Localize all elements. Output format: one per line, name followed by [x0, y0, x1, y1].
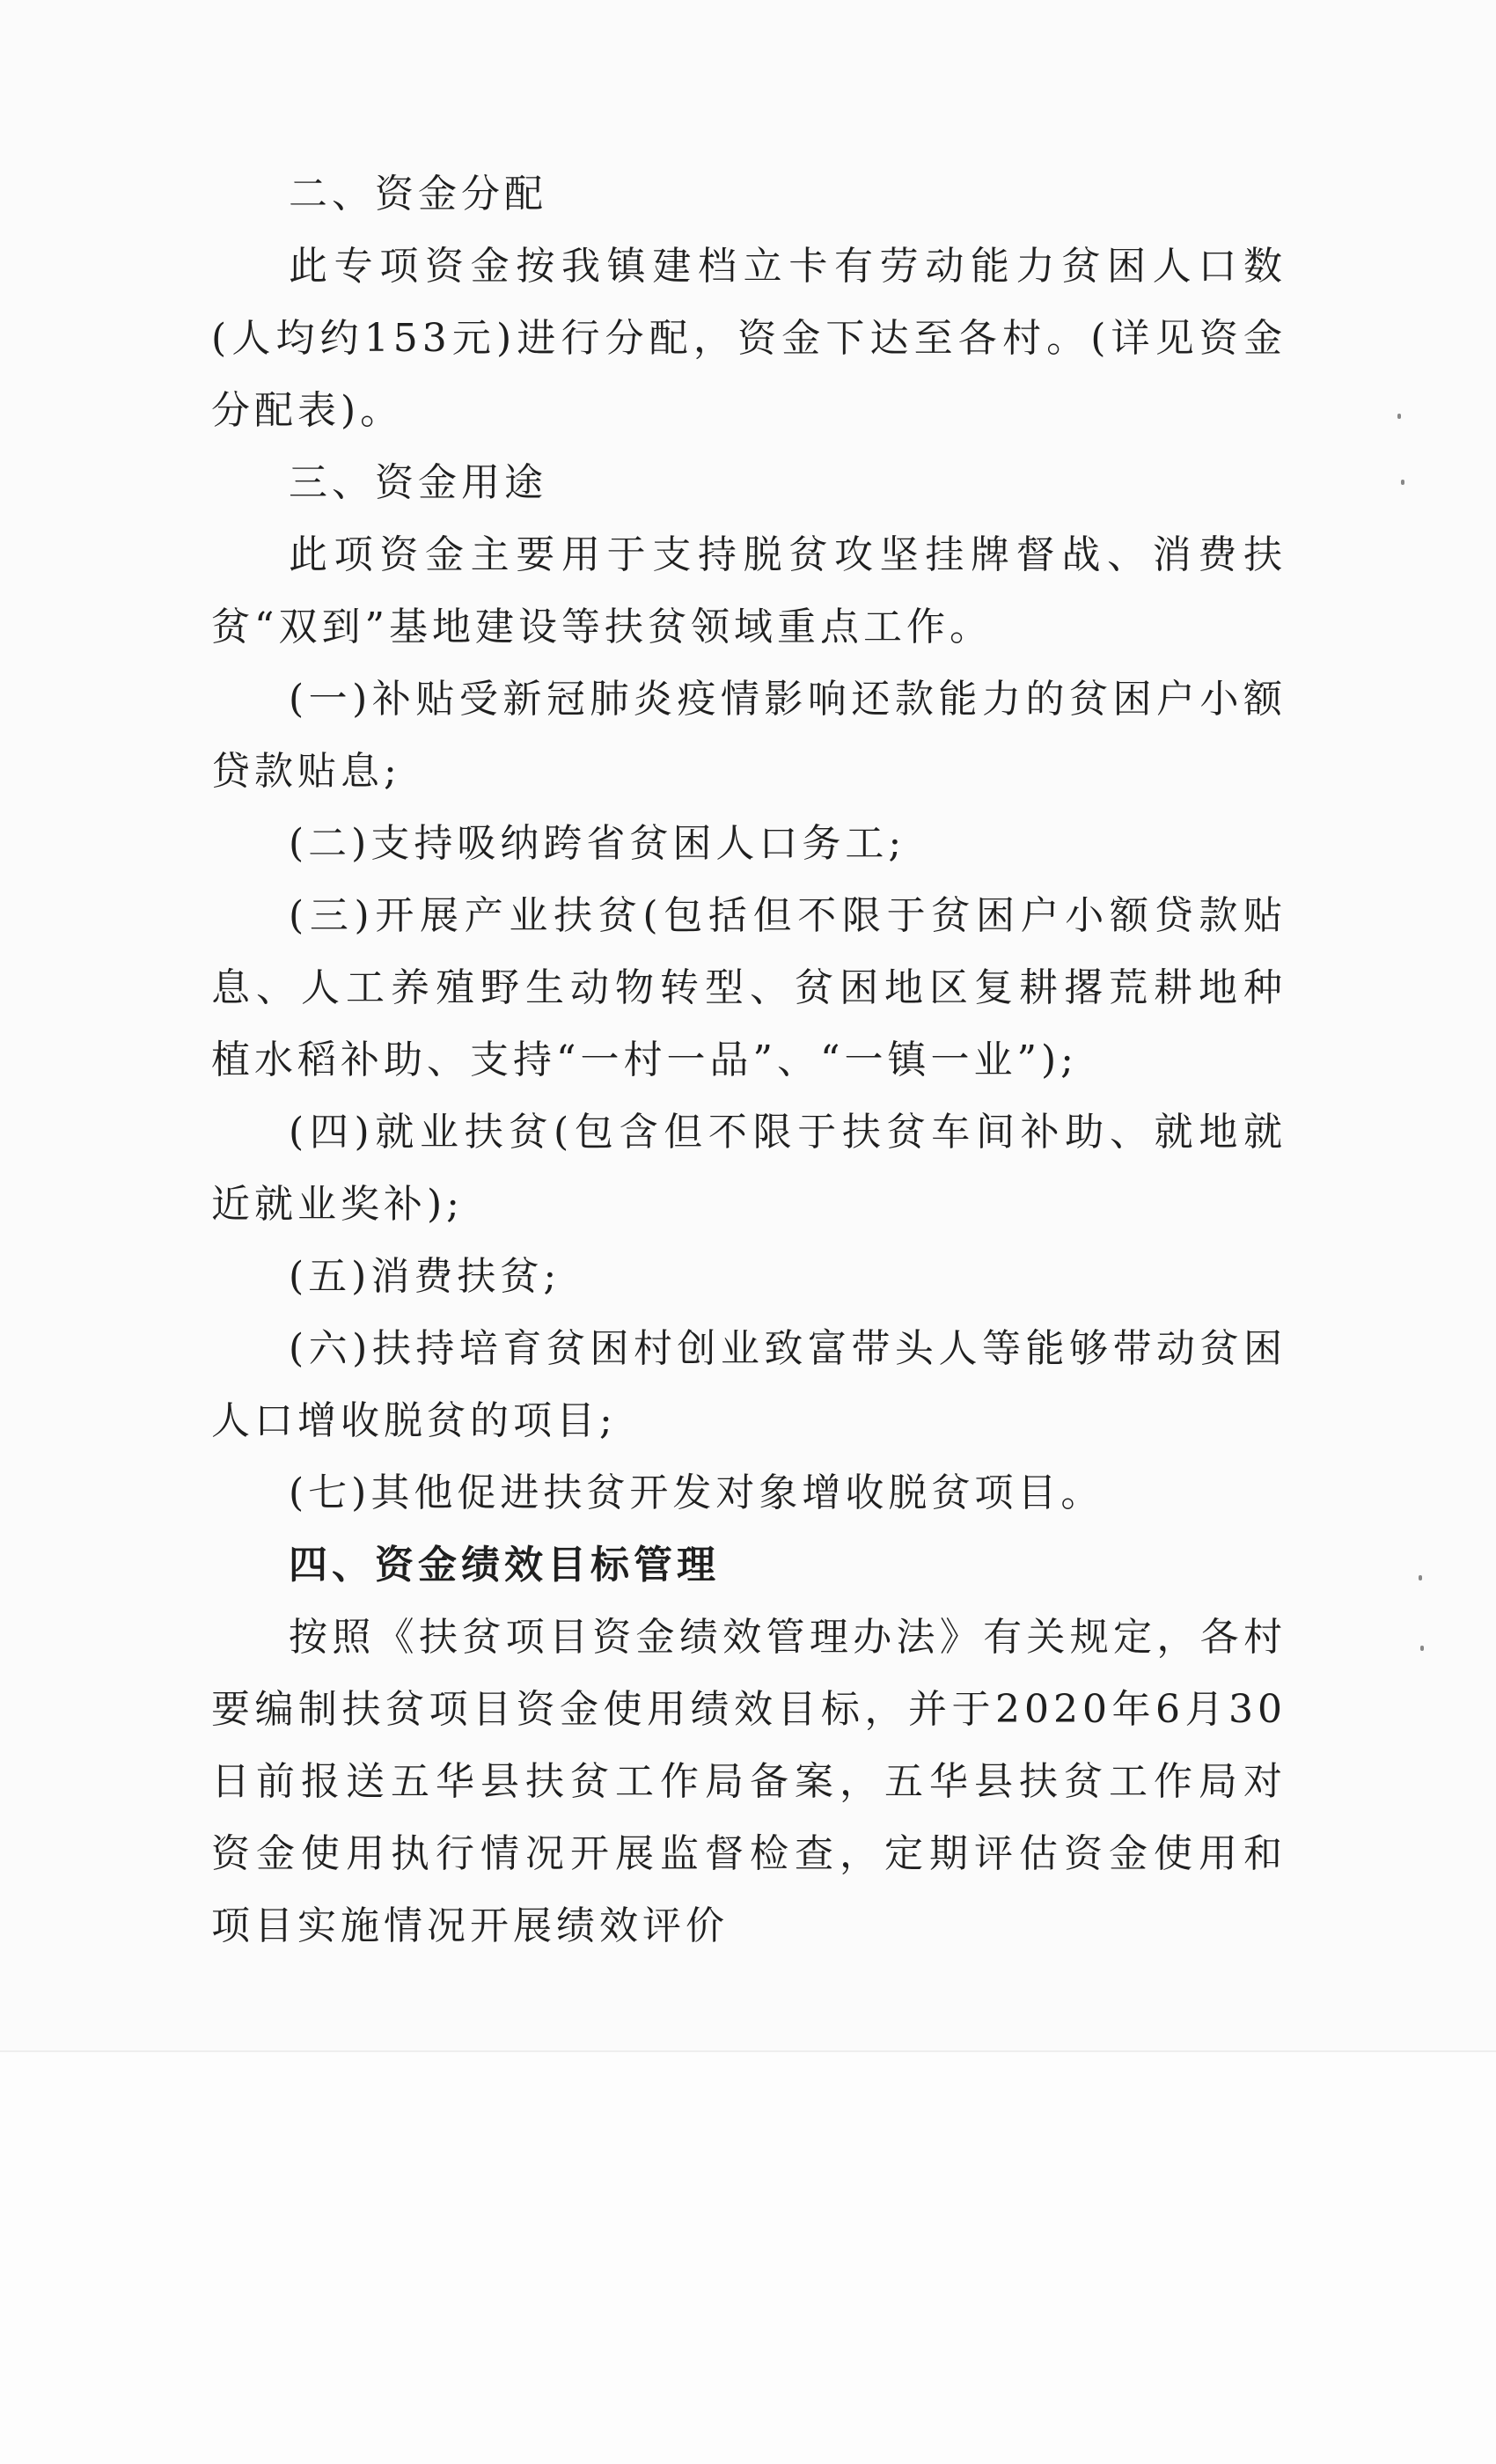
scan-speck	[1420, 1646, 1424, 1651]
section-heading-allocation: 二、资金分配	[289, 172, 547, 216]
list-item-usage-3: (三)开展产业扶贫(包括但不限于贫困户小额贷款贴息、人工养殖野生动物转型、贫困地区复耕撂荒耕地种植水稻补助、支持“一村一品”、“一镇一业”);	[211, 893, 1287, 1082]
scan-speck	[1419, 1575, 1422, 1580]
list-item-usage-5: (五)消费扶贫;	[289, 1254, 561, 1299]
list-item-usage-1: (一)补贴受新冠肺炎疫情影响还款能力的贫困户小额贷款贴息;	[211, 677, 1287, 794]
section-heading-performance: 四、资金绩效目标管理	[289, 1543, 720, 1588]
list-item-usage-4: (四)就业扶贫(包含但不限于扶贫车间补助、就地就近就业奖补);	[211, 1110, 1287, 1227]
list-item-usage-2: (二)支持吸纳跨省贫困人口务工;	[289, 821, 906, 866]
list-item-usage-6: (六)扶持培育贫困村创业致富带头人等能够带动贫困人口增收脱贫的项目;	[211, 1326, 1287, 1443]
paragraph-performance: 按照《扶贫项目资金绩效管理办法》有关规定，各村要编制扶贫项目资金使用绩效目标，并于2020年6月30日前报送五华县扶贫工作局备案，五华县扶贫工作局对资金使用执行情况开展监督检查，定期评估资金使用和项目实施情况开展绩效评价	[211, 1615, 1287, 1948]
scan-speck	[1401, 480, 1404, 485]
paragraph-allocation: 此专项资金按我镇建档立卡有劳动能力贫困人口数(人均约153元)进行分配，资金下达至各村。(详见资金分配表)。	[211, 244, 1287, 433]
section-heading-usage: 三、资金用途	[289, 460, 547, 505]
list-item-usage-7: (七)其他促进扶贫开发对象增收脱贫项目。	[289, 1470, 1104, 1515]
scan-speck	[1397, 414, 1401, 419]
document-body	[211, 158, 1287, 1962]
paragraph-usage-intro: 此项资金主要用于支持脱贫攻坚挂牌督战、消费扶贫“双到”基地建设等扶贫领域重点工作。	[211, 532, 1287, 649]
